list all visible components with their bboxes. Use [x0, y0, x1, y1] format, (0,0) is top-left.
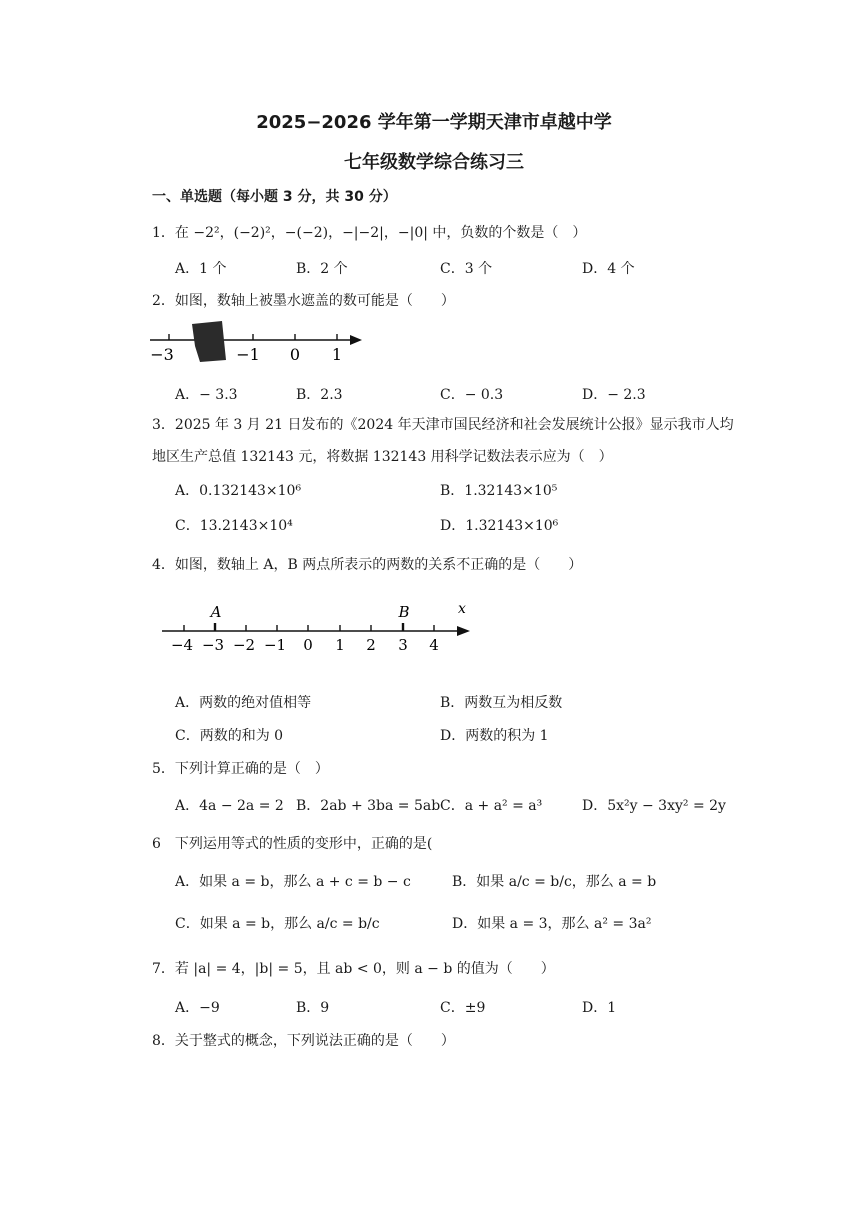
q3-option-c: C．13.2143×10⁴ [175, 518, 293, 534]
ink-blot [192, 321, 226, 362]
exam-title: 2025−2026 学年第一学期天津市卓越中学 [256, 112, 612, 133]
q2-option-d: D．− 2.3 [582, 387, 646, 403]
q3-option-d: D．1.32143×10⁶ [440, 518, 559, 534]
q7-option-a: A．−9 [175, 1000, 220, 1016]
q4-tick-label: −1 [263, 636, 287, 654]
q5-option-a: A．4a − 2a = 2 [175, 798, 284, 814]
q2-tick-label: −1 [236, 345, 260, 364]
question-2-stem: 2．如图，数轴上被墨水遮盖的数可能是（ ） [152, 293, 455, 309]
q4-tick-label: −2 [232, 636, 256, 654]
q4-option-b: B．两数互为相反数 [440, 695, 563, 711]
q2-option-b: B．2.3 [296, 387, 343, 403]
q6-option-a: A．如果 a = b，那么 a + c = b − c [175, 874, 411, 890]
q5-option-c: C．a + a² = a³ [440, 798, 543, 814]
q1-option-a: A．1 个 [175, 261, 227, 277]
question-7-stem: 7．若 |a| = 4，|b| = 5，且 ab < 0，则 a − b 的值为（ ） [152, 961, 555, 977]
q4-tick-label: −3 [201, 636, 225, 654]
q2-number-line [140, 318, 380, 368]
question-4-stem: 4．如图，数轴上 A，B 两点所表示的两数的关系不正确的是（ ） [152, 557, 583, 573]
q2-option-c: C．− 0.3 [440, 387, 504, 403]
q4-tick-label: 0 [303, 636, 313, 654]
q3-option-a: A．0.132143×10⁶ [175, 483, 302, 499]
point-b-label: B [398, 603, 410, 621]
exam-subtitle: 七年级数学综合练习三 [344, 152, 524, 173]
question-8-stem: 8．关于整式的概念，下列说法正确的是（ ） [152, 1033, 455, 1049]
q5-option-d: D．5x²y − 3xy² = 2y [582, 798, 726, 814]
q2-tick-label: −3 [150, 345, 174, 364]
q4-tick-label: 1 [335, 636, 345, 654]
point-a-label: A [210, 603, 222, 621]
q7-option-d: D．1 [582, 1000, 617, 1016]
q4-option-d: D．两数的积为 1 [440, 728, 549, 744]
axis-x-label: x [458, 601, 466, 617]
q3-option-b: B．1.32143×10⁵ [440, 483, 558, 499]
q4-tick-label: 4 [429, 636, 439, 654]
q4-option-c: C．两数的和为 0 [175, 728, 284, 744]
q4-option-a: A．两数的绝对值相等 [175, 695, 312, 711]
q4-number-line [150, 596, 490, 658]
q7-option-c: C．±9 [440, 1000, 486, 1016]
question-1-stem: 1．在 −2²，(−2)²，−(−2)，−|−2|，−|0| 中，负数的个数是（ ） [152, 225, 587, 241]
question-3-stem-line1: 3．2025 年 3 月 21 日发布的《2024 年天津市国民经济和社会发展统计公报》显示我市人均 [152, 417, 734, 433]
q1-option-d: D．4 个 [582, 261, 635, 277]
q7-option-b: B．9 [296, 1000, 330, 1016]
question-6-stem: 6 下列运用等式的性质的变形中，正确的是( [152, 836, 433, 852]
q6-option-c: C．如果 a = b，那么 a/c = b/c [175, 916, 380, 932]
q1-option-c: C．3 个 [440, 261, 493, 277]
q6-option-b: B．如果 a/c = b/c，那么 a = b [452, 874, 657, 890]
question-3-stem-line2: 地区生产总值 132143 元，将数据 132143 用科学记数法表示应为（ ） [152, 449, 613, 465]
q2-option-a: A．− 3.3 [175, 387, 238, 403]
q2-tick-label: 1 [331, 345, 343, 364]
q4-tick-label: 2 [366, 636, 376, 654]
question-5-stem: 5．下列计算正确的是（ ） [152, 761, 329, 777]
q4-tick-label: 3 [398, 636, 408, 654]
q2-tick-label: 0 [289, 345, 301, 364]
q1-option-b: B．2 个 [296, 261, 348, 277]
q5-option-b: B．2ab + 3ba = 5ab [296, 798, 441, 814]
section-heading: 一、单选题（每小题 3 分，共 30 分） [152, 189, 397, 205]
q6-option-d: D．如果 a = 3，那么 a² = 3a² [452, 916, 652, 932]
q4-tick-label: −4 [170, 636, 194, 654]
